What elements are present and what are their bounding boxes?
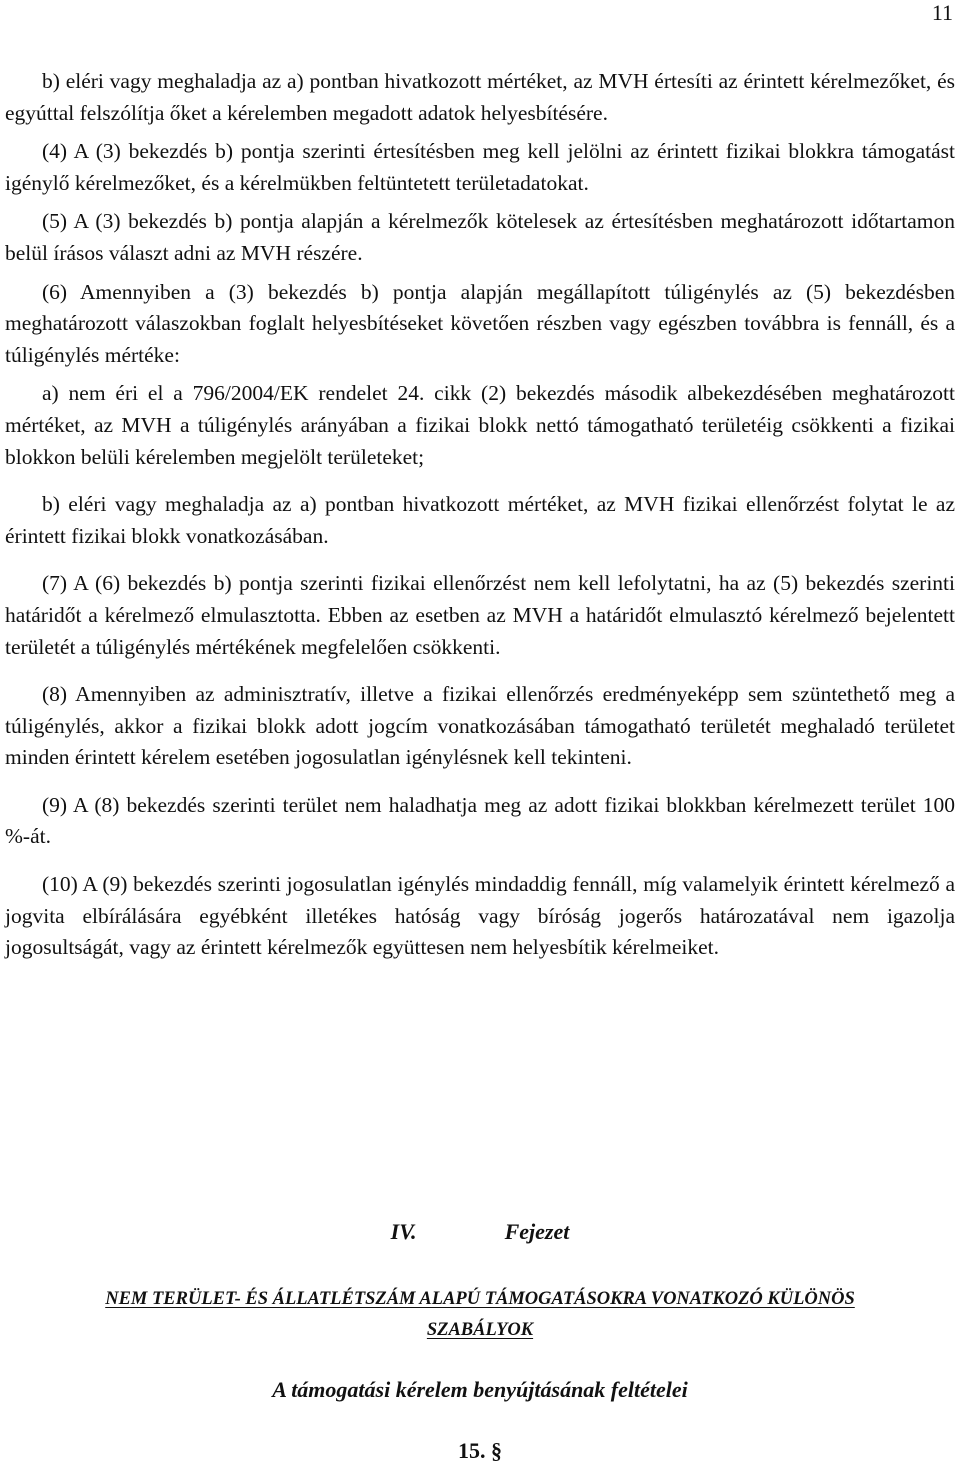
section-title	[5, 1284, 955, 1346]
chapter-heading	[5, 1217, 955, 1247]
section-title-line-1: NEM TERÜLET- ÉS ÁLLATLÉTSZÁM ALAPÚ TÁMOGATÁSOKRA VONATKOZÓ KÜLÖNÖS	[105, 1289, 855, 1309]
paragraph-10: (10) A (9) bekezdés szerinti jogosulatlan igénylés mindaddig fennáll, míg valamelyik érintett kérelmező a jogvita elbírálására egyébként illetékes hatóság vagy bíróság jogerős határozatával nem igazolja jogosultságát, vagy az érintett kérelmezők együttesen nem helyesbítik kérelmeiket.	[5, 872, 955, 960]
paragraph-3b: b) eléri vagy meghaladja az a) pontban hivatkozott mértéket, az MVH értesíti az érintett kérelmezőket, és egyúttal felszólítja őket a kérelemben megadott adatok helyesbítésére.	[5, 69, 955, 125]
paragraph-6b: b) eléri vagy meghaladja az a) pontban hivatkozott mértéket, az MVH fizikai ellenőrzést folytat le az érintett fizikai blokk vonatkozásában.	[5, 492, 955, 548]
paragraph-5: (5) A (3) bekezdés b) pontja alapján a kérelmezők kötelesek az értesítésben meghatározott időtartamon belül írásos választ adni az MVH részére.	[5, 209, 955, 265]
chapter-label: Fejezet	[504, 1219, 570, 1244]
page-number: 11	[931, 0, 953, 25]
paragraph-6a: a) nem éri el a 796/2004/EK rendelet 24. cikk (2) bekezdés második albekezdésében meghatározott mértéket, az MVH a túligénylés arányában a fizikai blokk nettó támogatható területéig csökkenti a fizikai blokkon belüli kérelemben megjelölt területeket;	[5, 381, 955, 469]
paragraph-6: (6) Amennyiben a (3) bekezdés b) pontja alapján megállapított túligénylés az (5) bekezdésben meghatározott válaszokban foglalt helyesbítéseket követően részben vagy egészben továbbra is fennáll, és a túligénylés mértéke:	[5, 279, 955, 367]
body-text	[5, 66, 955, 964]
paragraph-7: (7) A (6) bekezdés b) pontja szerinti fizikai ellenőrzést nem kell lefolytatni, ha az (5) bekezdés szerinti határidőt a kérelmező elmulasztotta. Ebben az esetben az MVH a határidőt elmulasztó kérelmező bejelentett területét a túligénylés mértékének megfelelően csökkenti.	[5, 571, 955, 659]
paragraph-8: (8) Amennyiben az adminisztratív, illetve a fizikai ellenőrzés eredményeképp sem szüntethető meg a túligénylés, akkor a fizikai blokk adott jogcím vonatkozásában támogatható területét meghaladó területet minden érintett kérelem esetében jogosulatlan igénylésnek kell tekinteni.	[5, 682, 955, 770]
paragraph-9: (9) A (8) bekezdés szerinti terület nem haladhatja meg az adott fizikai blokkban kérelmezett terület 100 %-át.	[5, 792, 955, 849]
paragraph-mark: 15. §	[458, 1438, 502, 1463]
paragraph-4: (4) A (3) bekezdés b) pontja szerinti értesítésben meg kell jelölni az érintett fizikai blokkra támogatást igénylő kérelmezőket, és a kérelmükben feltüntetett területadatokat.	[5, 139, 955, 195]
subsection-title: A támogatási kérelem benyújtásának feltételei	[272, 1377, 688, 1402]
document-page	[5, 0, 955, 1472]
chapter-number: IV.	[390, 1219, 417, 1244]
section-title-line-2: SZABÁLYOK	[426, 1320, 534, 1340]
